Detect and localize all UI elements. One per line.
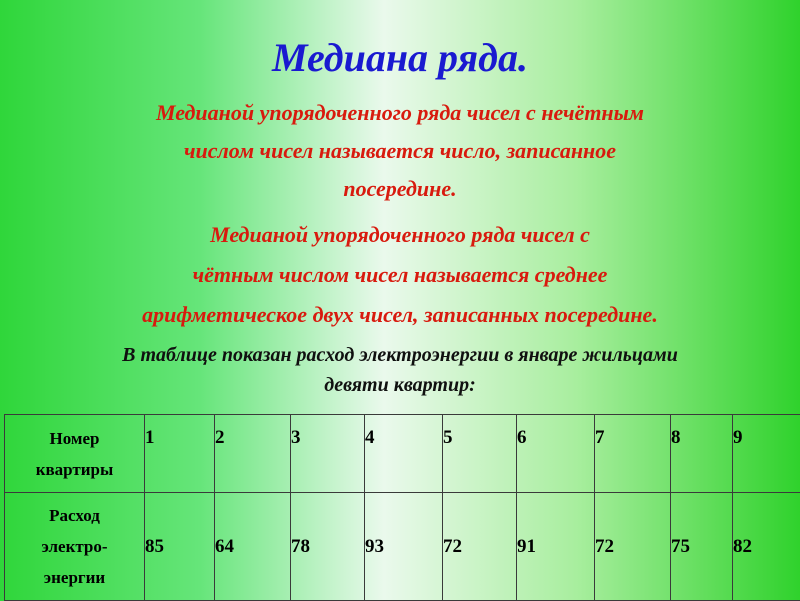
intro-line: В таблице показан расход электроэнергии в январе жильцами	[0, 344, 800, 367]
apartment-number: 5	[443, 415, 517, 493]
apartment-number: 2	[215, 415, 291, 493]
apartment-number: 7	[595, 415, 671, 493]
intro-line: девяти квартир:	[0, 374, 800, 397]
apartment-number: 8	[671, 415, 733, 493]
consumption-value: 75	[671, 493, 733, 601]
header-line: Расход	[5, 500, 144, 531]
apartment-number: 4	[365, 415, 443, 493]
consumption-value: 82	[733, 493, 800, 601]
consumption-value: 91	[517, 493, 595, 601]
apartment-number: 1	[145, 415, 215, 493]
definition-line: арифметическое двух чисел, записанных посередине.	[0, 302, 800, 328]
consumption-value: 85	[145, 493, 215, 601]
electricity-table	[4, 414, 800, 601]
consumption-value: 64	[215, 493, 291, 601]
definition-line: чётным числом чисел называется среднее	[0, 262, 800, 288]
consumption-value: 72	[595, 493, 671, 601]
header-line: электро-	[5, 531, 144, 562]
apartment-number: 3	[291, 415, 365, 493]
apartment-header	[5, 415, 145, 493]
definition-line: числом чисел называется число, записанное	[0, 138, 800, 164]
consumption-header	[5, 493, 145, 601]
definition-line: Медианой упорядоченного ряда чисел с	[0, 222, 800, 248]
slide-title: Медиана ряда.	[0, 34, 800, 81]
consumption-value: 72	[443, 493, 517, 601]
definition-line: посередине.	[0, 176, 800, 202]
consumption-value: 93	[365, 493, 443, 601]
definition-line: Медианой упорядоченного ряда чисел с нечётным	[0, 100, 800, 126]
header-line: энергии	[5, 562, 144, 593]
consumption-row	[5, 493, 800, 601]
apartment-number: 6	[517, 415, 595, 493]
header-line: квартиры	[5, 454, 144, 485]
apartment-number: 9	[733, 415, 800, 493]
consumption-value: 78	[291, 493, 365, 601]
header-line: Номер	[5, 423, 144, 454]
apartment-row	[5, 415, 800, 493]
